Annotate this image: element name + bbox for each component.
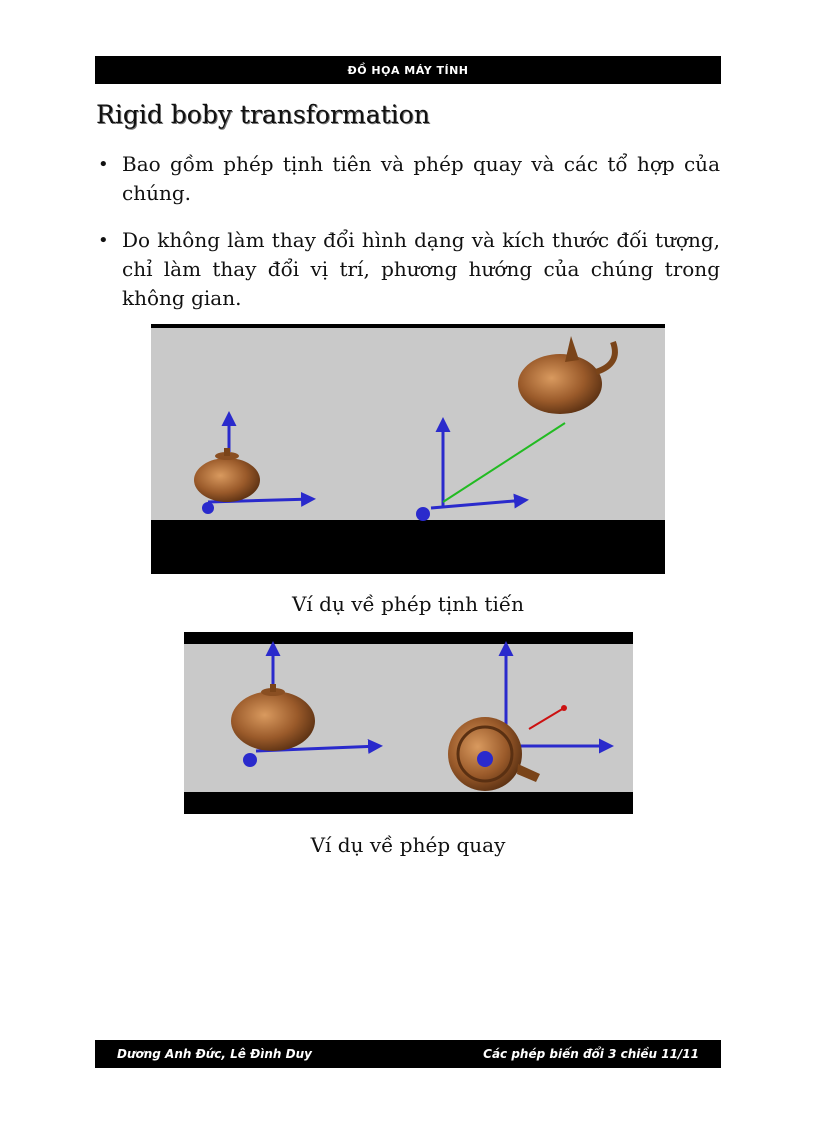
translation-illustration — [151, 324, 665, 574]
page-header — [95, 56, 721, 84]
figure-caption: Ví dụ về phép quay — [310, 833, 506, 857]
original-teapot-group — [231, 644, 380, 767]
rotated-teapot-group — [448, 644, 611, 791]
bullet-list — [96, 150, 720, 331]
bullet-item — [96, 226, 720, 313]
footer-chapter: Các phép biến đổi 3 chiều 11/11 — [483, 1047, 699, 1061]
page-footer — [95, 1040, 721, 1068]
rotation-figure — [184, 632, 633, 814]
original-teapot-group — [194, 414, 313, 514]
bullet-text: Bao gồm phép tịnh tiên và phép quay và các tổ hợp của chúng. — [122, 152, 720, 205]
footer-authors: Dương Anh Đức, Lê Đình Duy — [117, 1047, 312, 1061]
bullet-text: Do không làm thay đổi hình dạng và kích thước đối tượng, chỉ làm thay đổi vị trí, phương hướng của chúng trong không gian. — [122, 228, 720, 310]
bullet-item — [96, 150, 720, 208]
bullet-dot-icon: • — [98, 154, 109, 175]
bullet-dot-icon: • — [98, 230, 109, 251]
section-title: Rigid boby transformation — [96, 100, 430, 129]
translation-figure — [151, 324, 665, 574]
figure-caption: Ví dụ về phép tịnh tiến — [291, 592, 525, 616]
translated-teapot-group — [416, 336, 615, 521]
header-title: ĐỒ HỌA MÁY TÍNH — [347, 63, 469, 77]
rotation-illustration — [184, 632, 633, 814]
